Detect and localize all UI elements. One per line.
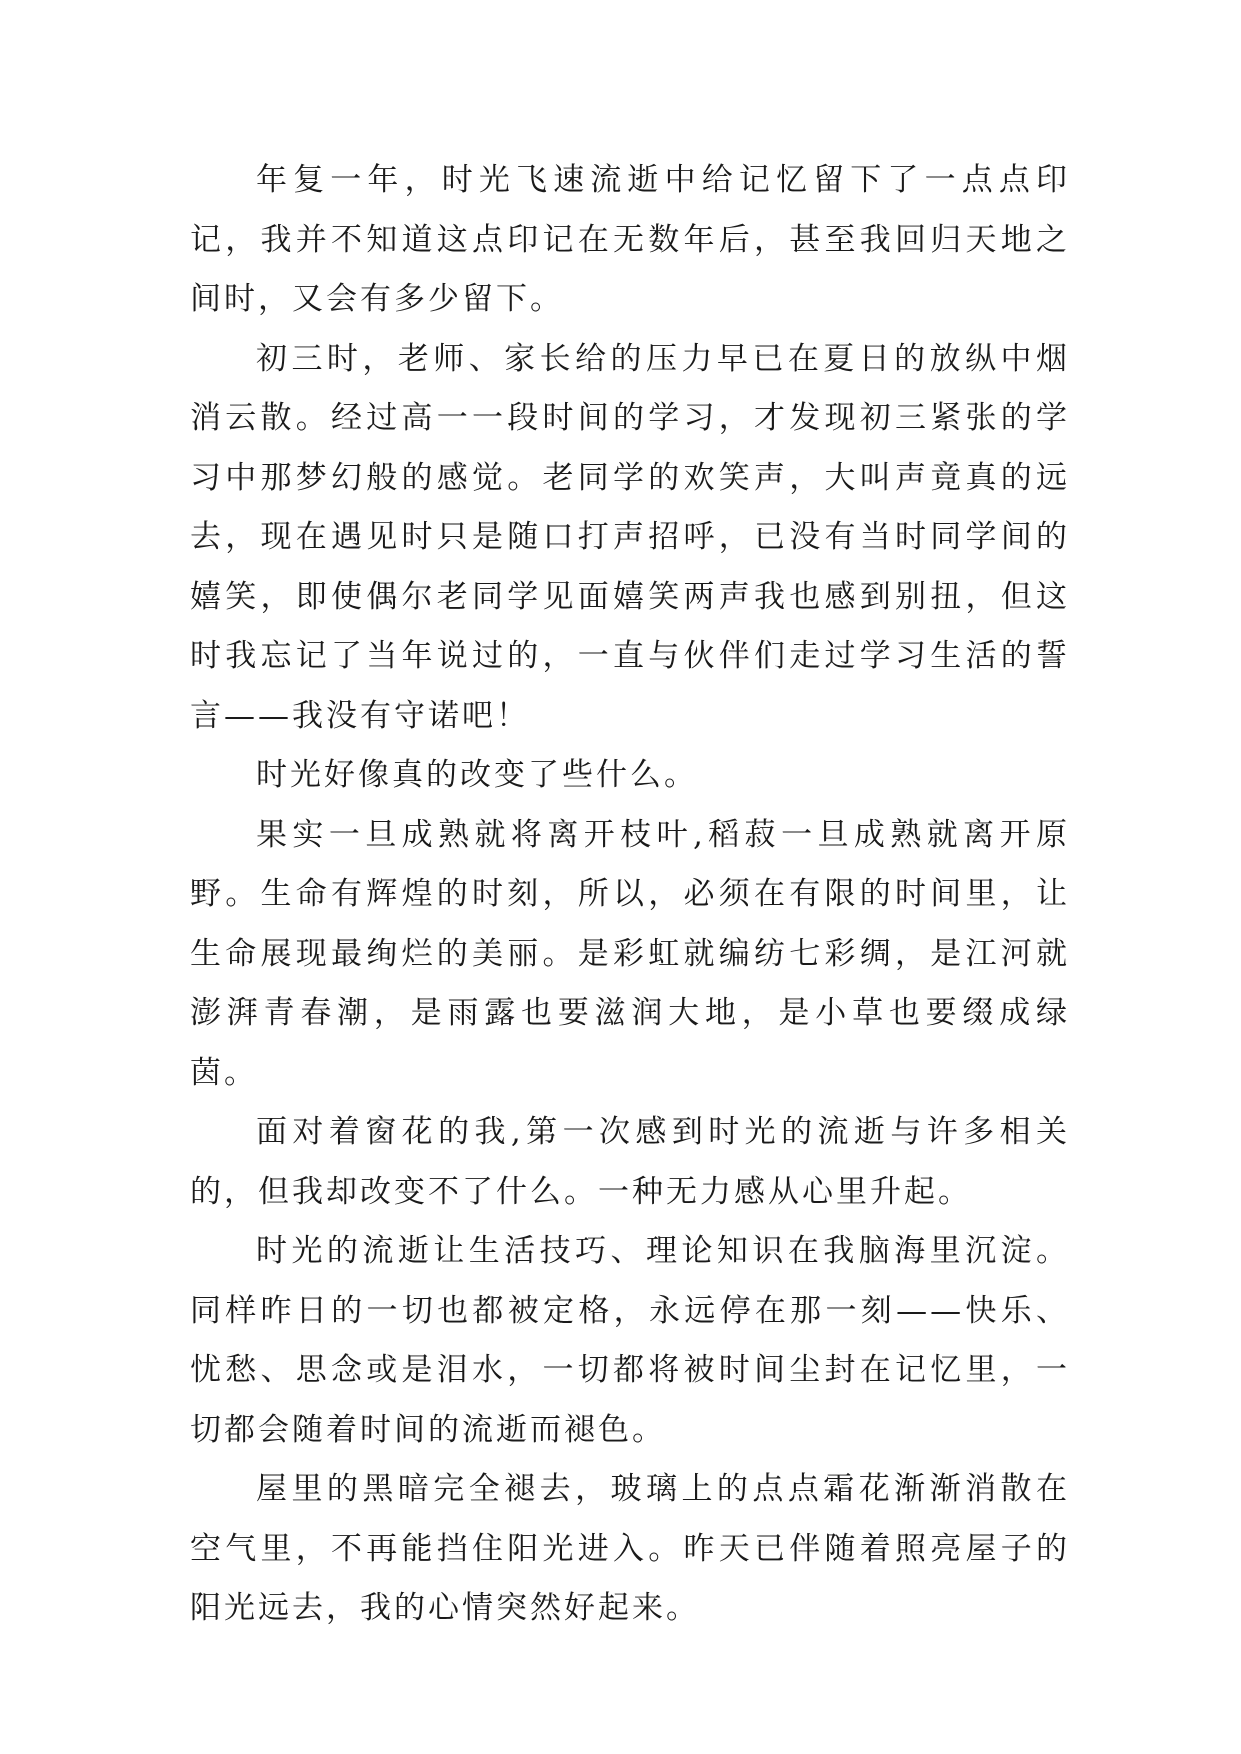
paragraph-3: 时光好像真的改变了些什么。 — [256, 757, 698, 793]
paragraph-1: 年复一年，时光飞速流逝中给记忆留下了一点点印记，我并不知道这点印记在无数年后，甚至我回归天地之间时，又会有多少留下。 — [190, 162, 1070, 317]
paragraph-4: 果实一旦成熟就将离开枝叶,稻菽一旦成熟就离开原野。生命有辉煌的时刻，所以，必须在有限的时间里，让生命展现最绚烂的美丽。是彩虹就编纺七彩绸，是江河就澎湃青春潮，是雨露也要滋润大地，是小草也要缀成绿茵。 — [190, 816, 1070, 1091]
paragraph-7: 屋里的黑暗完全褪去，玻璃上的点点霜花渐渐消散在空气里，不再能挡住阳光进入。昨天已伴随着照亮屋子的阳光远去，我的心情突然好起来。 — [190, 1471, 1070, 1626]
paragraph-6: 时光的流逝让生活技巧、理论知识在我脑海里沉淀。同样昨日的一切也都被定格，永远停在那一刻——快乐、忧愁、思念或是泪水，一切都将被时间尘封在记忆里，一切都会随着时间的流逝而褪色。 — [190, 1233, 1070, 1448]
paragraph-5: 面对着窗花的我,第一次感到时光的流逝与许多相关的，但我却改变不了什么。一种无力感从心里升起。 — [190, 1114, 1070, 1210]
paragraph-2: 初三时，老师、家长给的压力早已在夏日的放纵中烟消云散。经过高一一段时间的学习，才发现初三紧张的学习中那梦幻般的感觉。老同学的欢笑声，大叫声竟真的远去，现在遇见时只是随口打声招呼，已没有当时同学间的嬉笑，即使偶尔老同学见面嬉笑两声我也感到别扭，但这时我忘记了当年说过的，一直与伙伴们走过学习生活的誓言——我没有守诺吧！ — [190, 340, 1070, 734]
body-text — [190, 151, 1070, 1639]
